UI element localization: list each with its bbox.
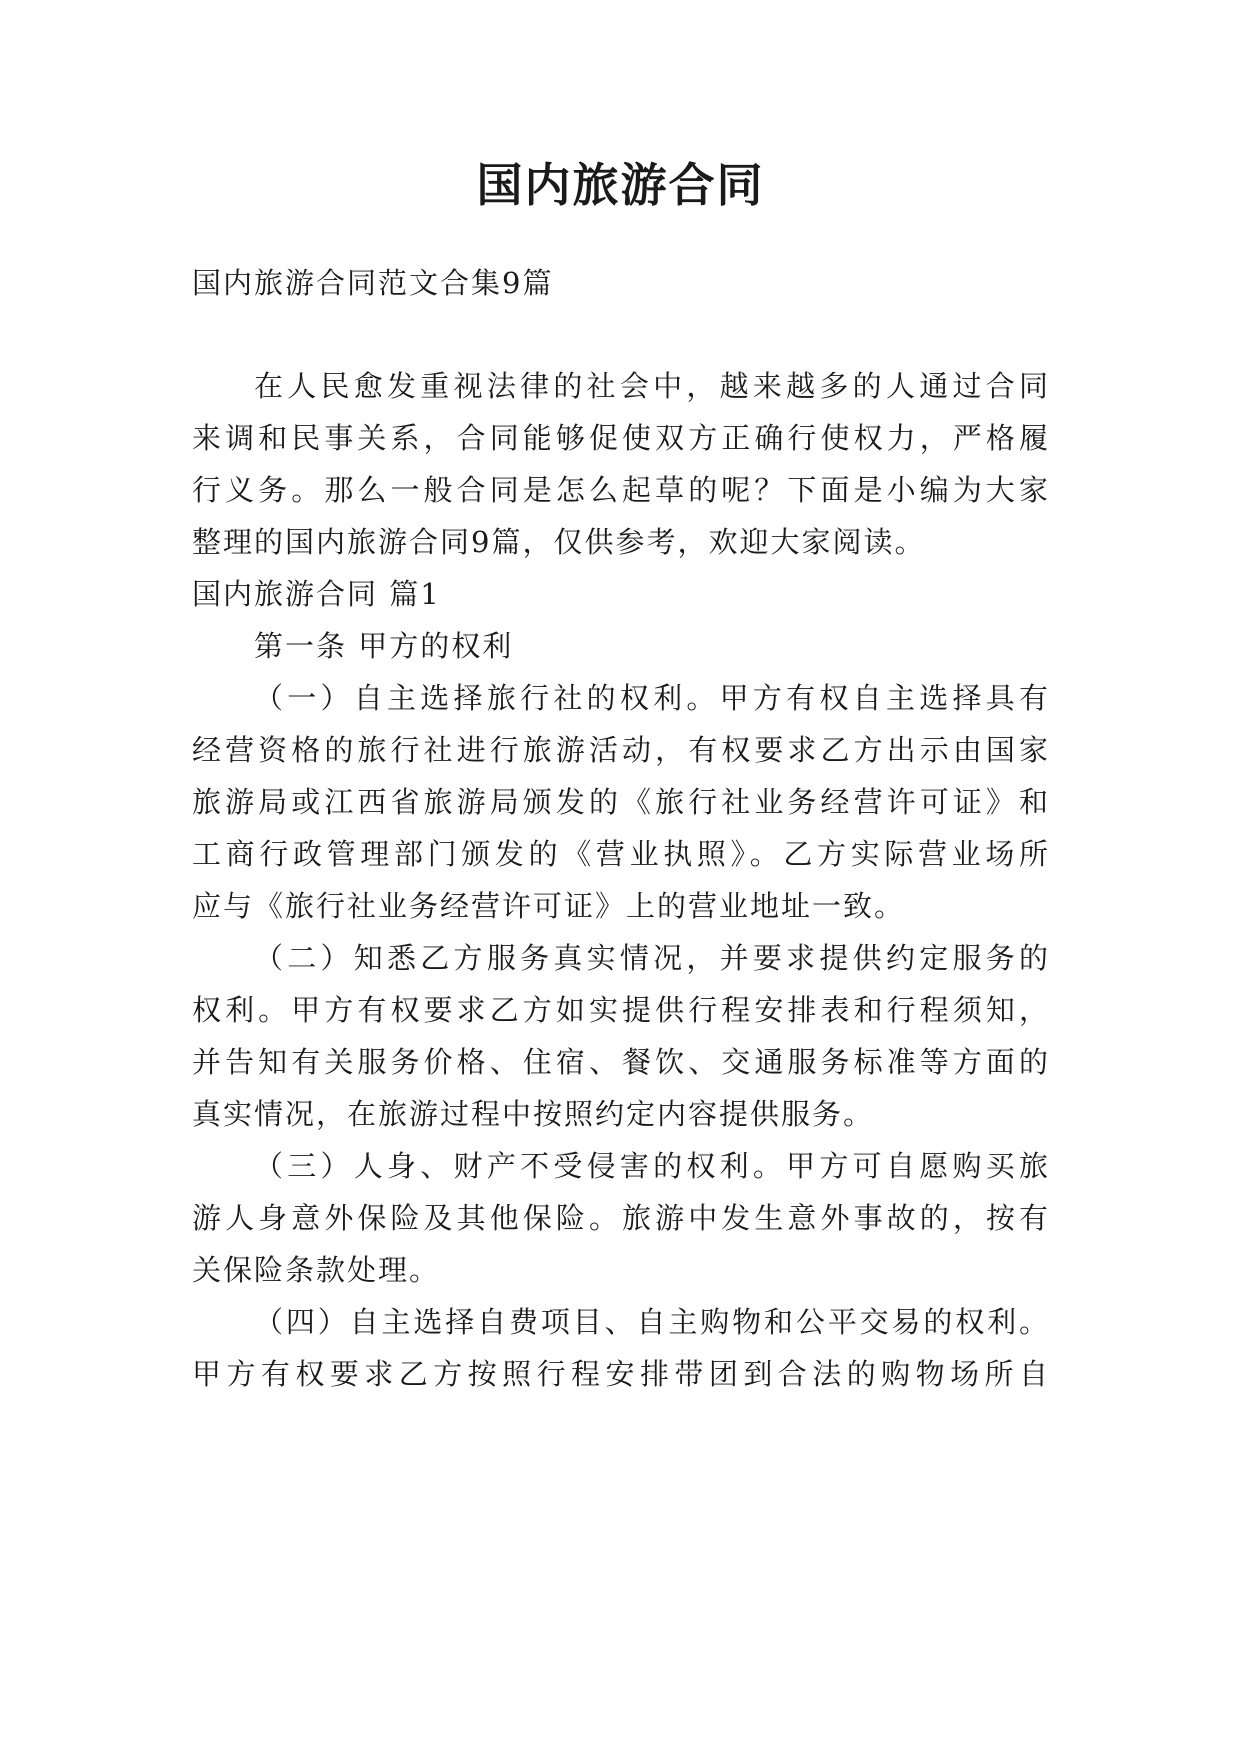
intro-line-4: 整理的国内旅游合同9篇，仅供参考，欢迎大家阅读。 xyxy=(192,525,926,559)
clause-4-line-1: （四）自主选择自费项目、自主购物和公平交易的权利。 xyxy=(254,1305,1050,1339)
clause-3-line-1: （三）人身、财产不受侵害的权利。甲方可自愿购买旅 xyxy=(254,1149,1050,1183)
clause-1-line-5: 应与《旅行社业务经营许可证》上的营业地址一致。 xyxy=(192,889,906,923)
clause-2-line-4: 真实情况，在旅游过程中按照约定内容提供服务。 xyxy=(192,1097,875,1131)
article-heading: 第一条 甲方的权利 xyxy=(254,629,514,663)
clause-2-line-1: （二）知悉乙方服务真实情况，并要求提供约定服务的 xyxy=(254,941,1050,975)
document-subtitle: 国内旅游合同范文合集9篇 xyxy=(192,266,554,300)
clause-3-line-3: 关保险条款处理。 xyxy=(192,1253,441,1287)
clause-4-line-2: 甲方有权要求乙方按照行程安排带团到合法的购物场所自 xyxy=(192,1357,1050,1391)
clause-3-line-2: 游人身意外保险及其他保险。旅游中发生意外事故的，按有 xyxy=(192,1201,1050,1235)
intro-line-1: 在人民愈发重视法律的社会中，越来越多的人通过合同 xyxy=(254,369,1050,403)
document-title: 国内旅游合同 xyxy=(476,158,765,212)
section-heading: 国内旅游合同 篇1 xyxy=(192,577,441,611)
clause-2-line-2: 权利。甲方有权要求乙方如实提供行程安排表和行程须知， xyxy=(192,993,1050,1027)
clause-1-line-4: 工商行政管理部门颁发的《营业执照》。乙方实际营业场所 xyxy=(192,837,1050,871)
clause-1-line-1: （一）自主选择旅行社的权利。甲方有权自主选择具有 xyxy=(254,681,1050,715)
clause-1-line-2: 经营资格的旅行社进行旅游活动，有权要求乙方出示由国家 xyxy=(192,733,1050,767)
intro-line-3: 行义务。那么一般合同是怎么起草的呢？下面是小编为大家 xyxy=(192,473,1050,507)
intro-line-2: 来调和民事关系，合同能够促使双方正确行使权力，严格履 xyxy=(192,421,1050,455)
clause-2-line-3: 并告知有关服务价格、住宿、餐饮、交通服务标准等方面的 xyxy=(192,1045,1050,1079)
clause-1-line-3: 旅游局或江西省旅游局颁发的《旅行社业务经营许可证》和 xyxy=(192,785,1050,819)
